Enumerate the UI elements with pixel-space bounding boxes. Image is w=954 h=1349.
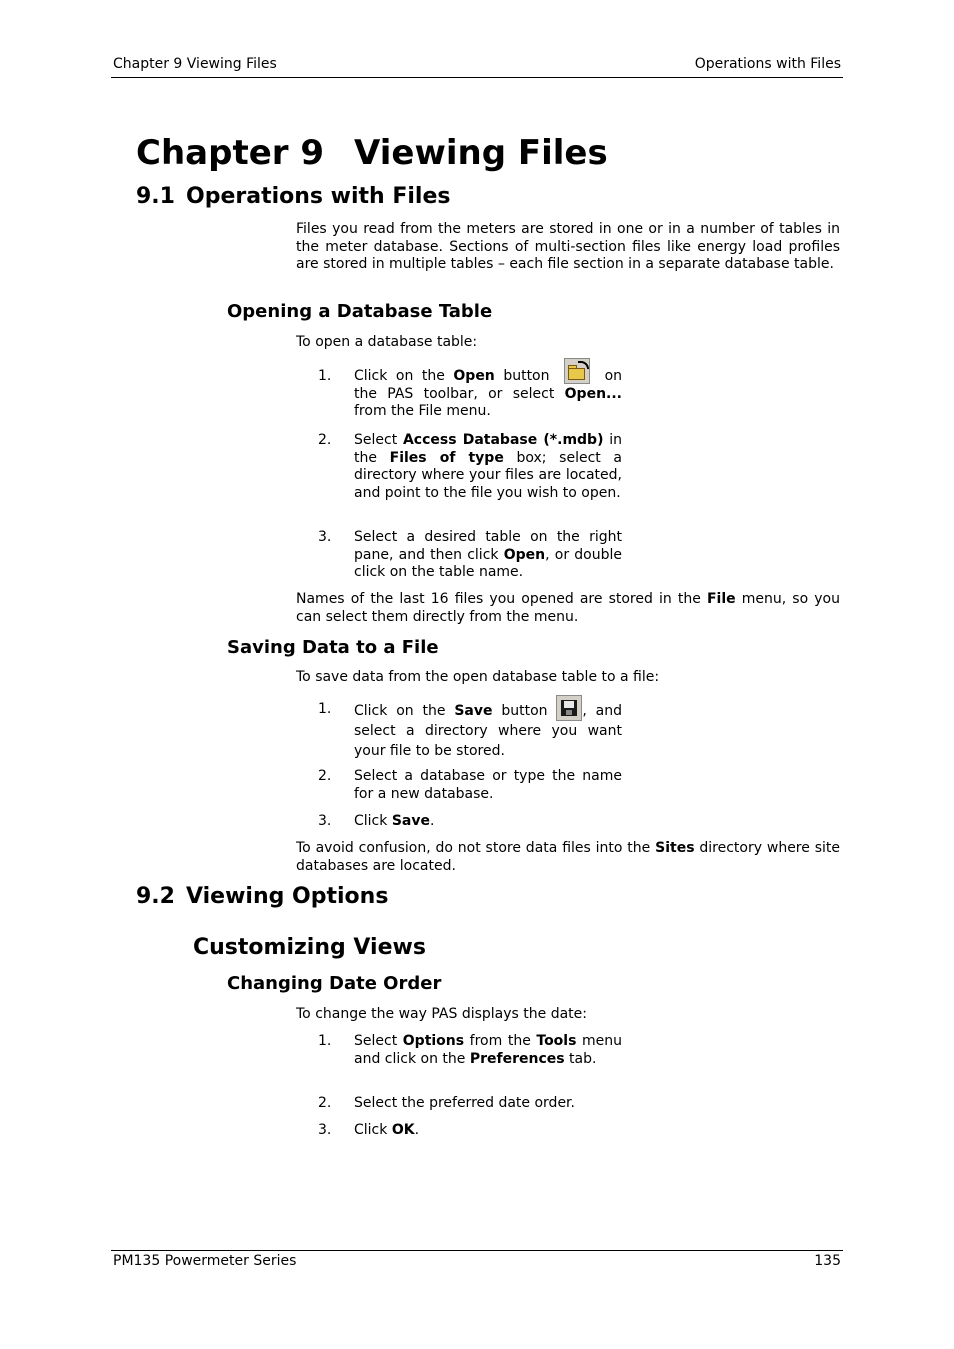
page-number: 135 [814,1253,841,1269]
section-heading-9-1: 9.1 Operations with Files [136,184,451,209]
opening-step-3-number: 3. [318,529,332,545]
chapter-name: Viewing Files [354,133,608,173]
date-step-3-number: 3. [318,1122,332,1138]
opening-step-1: Click on the Open button on the PAS toolbar, or select Open... from the File menu. [354,368,622,421]
running-header-right: Operations with Files [694,56,841,72]
date-order-lead: To change the way PAS displays the date: [296,1006,587,1022]
open-folder-icon [564,358,590,384]
opening-step-2: Select Access Database (*.mdb) in the Files of type box; select a directory where your files are located, and point to the file you wish to open. [354,432,623,501]
customizing-heading: Customizing Views [193,935,426,960]
opening-step-2-number: 2. [318,432,332,448]
saving-step-2-number: 2. [318,768,332,784]
header-rule [111,77,843,78]
footer-product: PM135 Powermeter Series [113,1253,297,1269]
saving-heading: Saving Data to a File [227,637,439,658]
saving-lead: To save data from the open database table to a file: [296,669,660,685]
opening-note: Names of the last 16 files you opened are stored in the File menu, so you can select them directly from the menu. [296,591,840,625]
date-step-2-number: 2. [318,1095,332,1111]
saving-step-1: Click on the Save button , and select a directory where you want your file to be stored. [354,701,622,761]
running-header-left: Chapter 9 Viewing Files [113,56,277,72]
date-step-1: Select Options from the Tools menu and click on the Preferences tab. [354,1033,623,1067]
opening-lead: To open a database table: [296,334,478,350]
opening-step-1-number: 1. [318,368,332,384]
section-intro: Files you read from the meters are stored in one or in a number of tables in the meter database. Sections of multi-section files like energy load profiles are stored in multiple tables – each file section in a separate database table. [296,221,840,273]
date-order-heading: Changing Date Order [227,973,442,994]
opening-step-3: Select a desired table on the right pane, and then click Open, or double click on the table name. [354,529,622,581]
chapter-title [136,133,608,173]
footer-rule [111,1250,843,1251]
saving-step-1-number: 1. [318,701,332,717]
date-step-2: Select the preferred date order. [354,1095,575,1111]
opening-heading: Opening a Database Table [227,301,493,322]
save-disk-icon [556,695,582,721]
chapter-label: Chapter 9 [136,133,325,173]
saving-step-2: Select a database or type the name for a new database. [354,768,622,802]
saving-note: To avoid confusion, do not store data files into the Sites directory where site databases are located. [296,840,840,874]
saving-step-3: Click Save. [354,813,435,829]
date-step-1-number: 1. [318,1033,332,1049]
date-step-3: Click OK. [354,1122,420,1138]
saving-step-3-number: 3. [318,813,332,829]
section-heading-9-2: 9.2 Viewing Options [136,884,389,909]
